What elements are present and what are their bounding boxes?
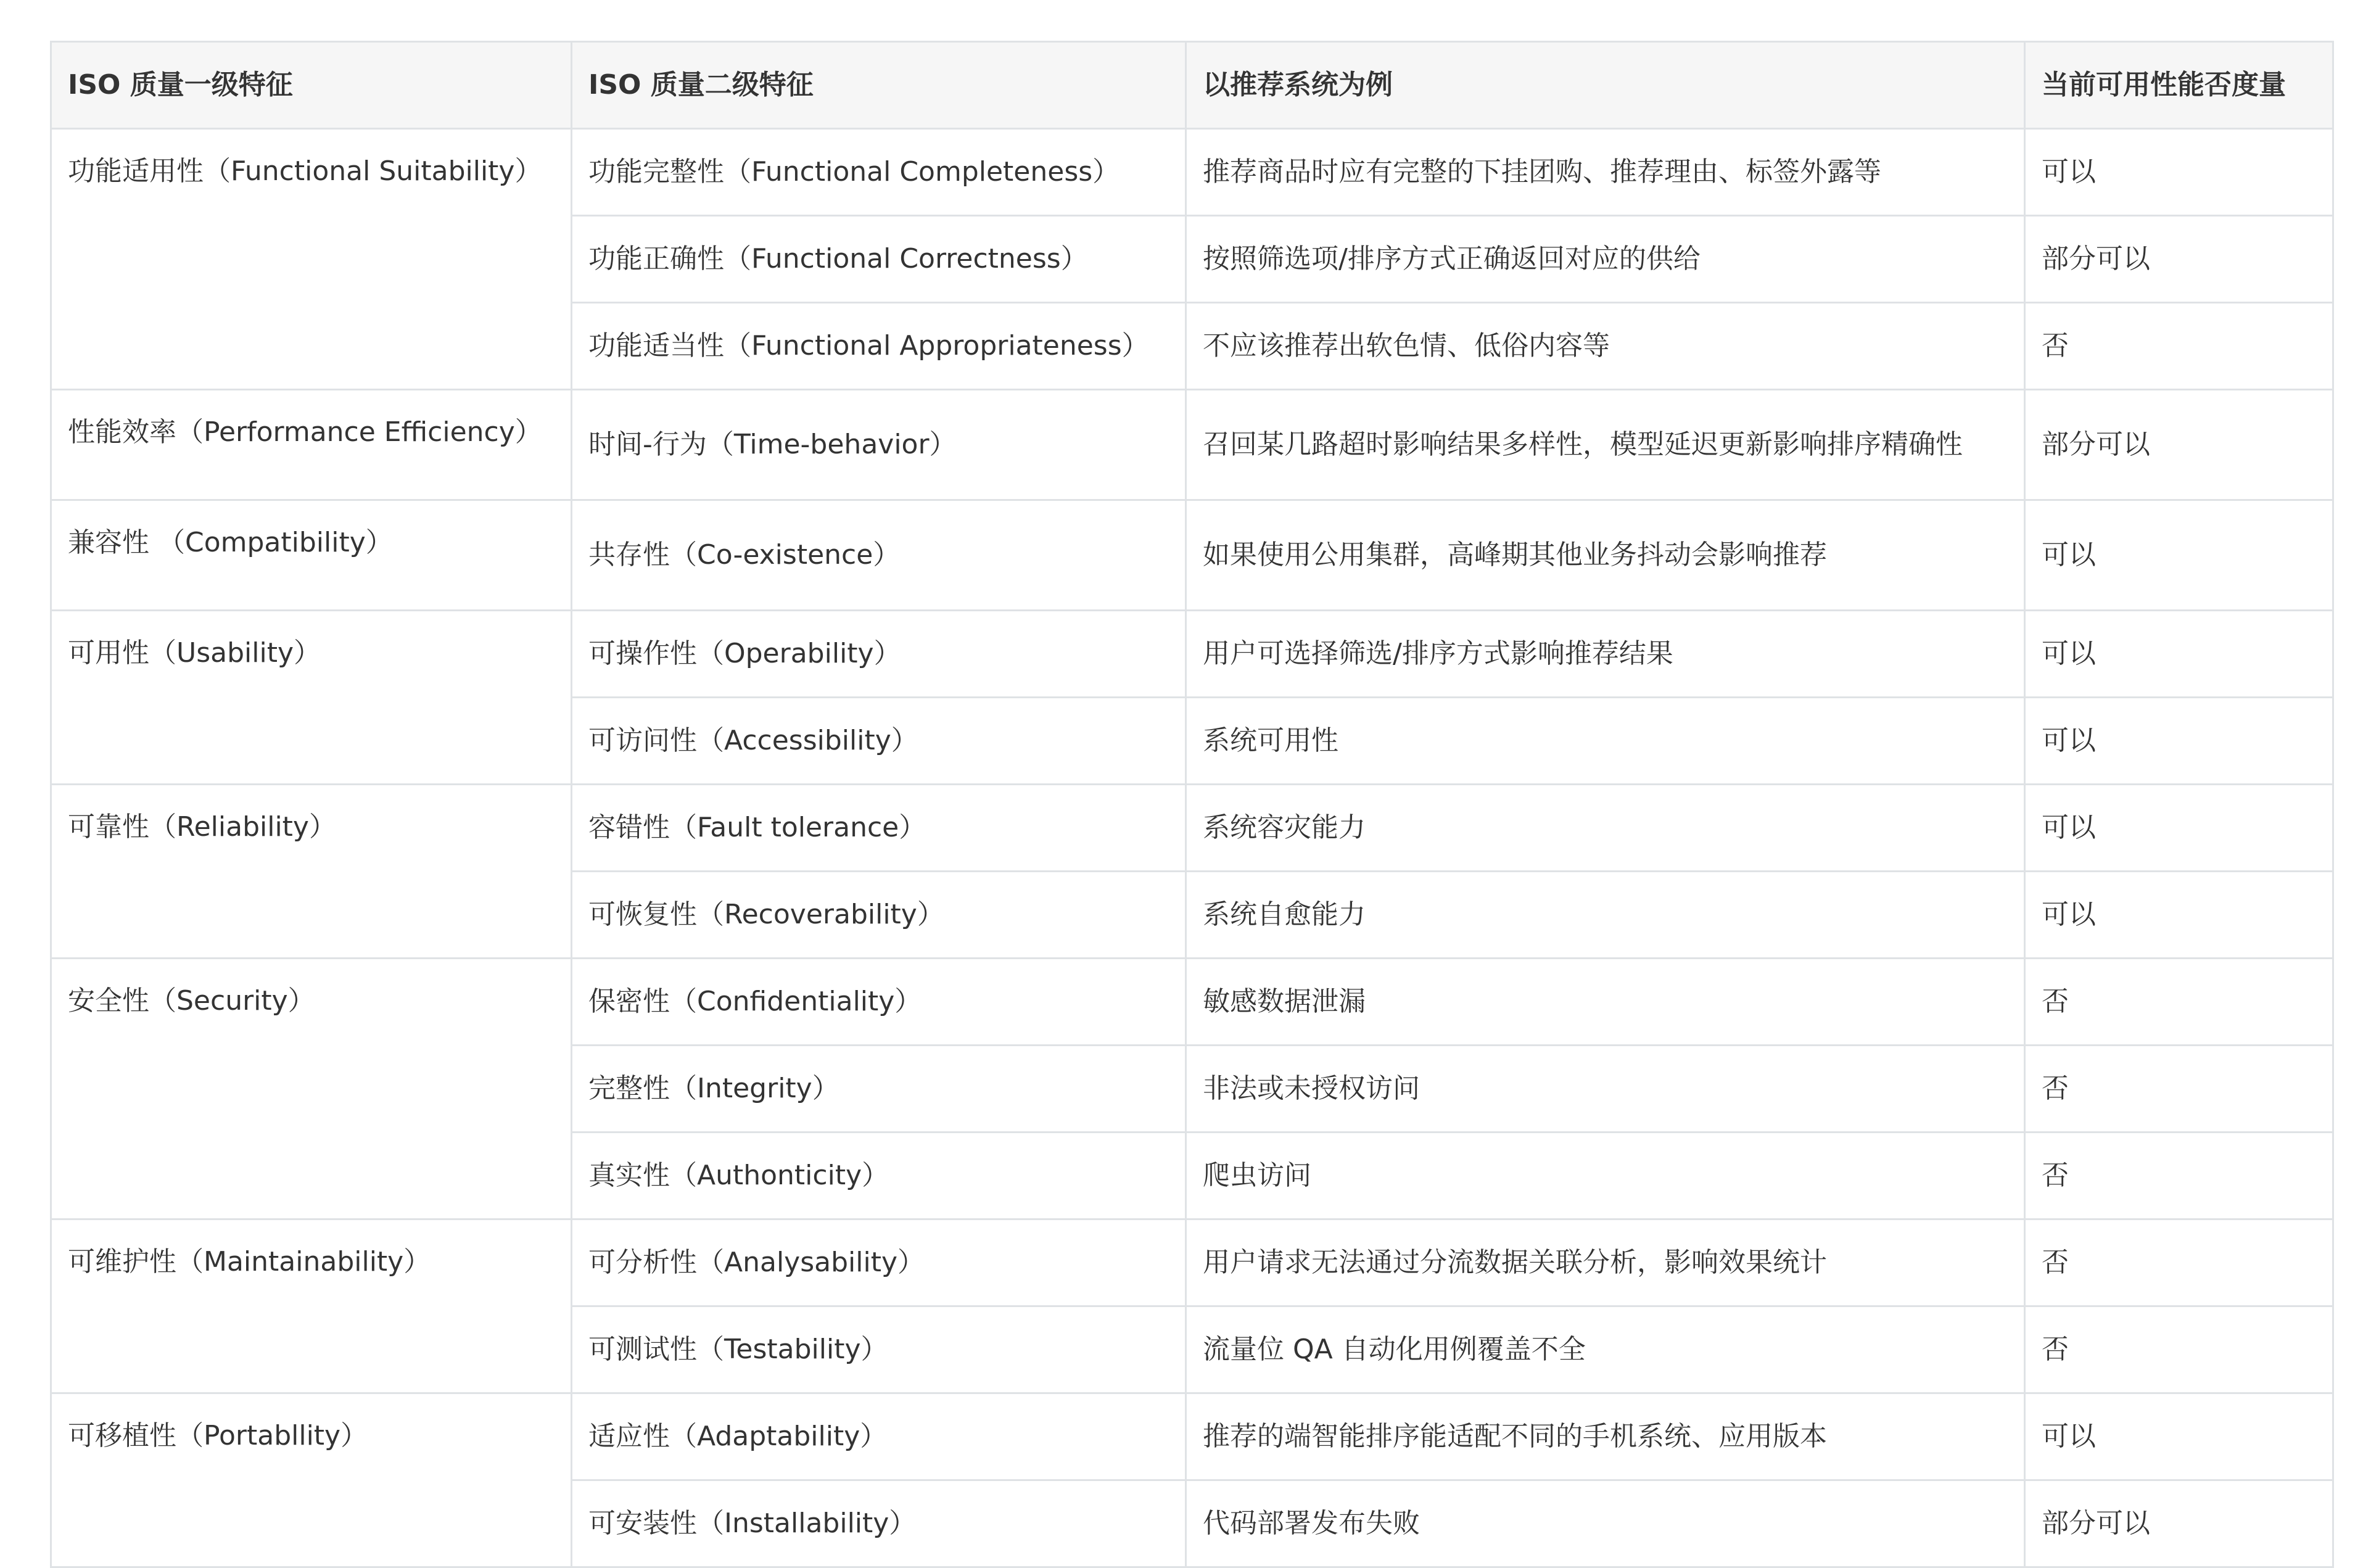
example-cell: 系统可用性: [1186, 698, 2025, 785]
level1-cell: 兼容性 （Compatibility）: [51, 500, 572, 611]
header-level2-characteristic: ISO 质量二级特征: [572, 42, 1186, 129]
measurable-cell: 否: [2025, 959, 2333, 1046]
table-body: [51, 129, 2333, 1567]
measurable-cell: 否: [2025, 1219, 2333, 1306]
example-cell: 流量位 QA 自动化用例覆盖不全: [1186, 1306, 2025, 1393]
level1-cell: 安全性（Security）: [51, 959, 572, 1219]
table-row: [51, 390, 2333, 500]
level2-cell: 功能适当性（Functional Appropriateness）: [572, 303, 1186, 390]
measurable-cell: 可以: [2025, 872, 2333, 959]
level2-cell: 可访问性（Accessibility）: [572, 698, 1186, 785]
table-row: [51, 611, 2333, 698]
level2-cell: 可恢复性（Recoverability）: [572, 872, 1186, 959]
measurable-cell: 否: [2025, 1306, 2333, 1393]
level1-cell: 性能效率（Performance Efficiency）: [51, 390, 572, 500]
measurable-cell: 可以: [2025, 698, 2333, 785]
level2-cell: 完整性（Integrity）: [572, 1046, 1186, 1133]
measurable-cell: 部分可以: [2025, 1480, 2333, 1567]
level2-cell: 共存性（Co-existence）: [572, 500, 1186, 611]
measurable-cell: 可以: [2025, 611, 2333, 698]
measurable-cell: 可以: [2025, 1393, 2333, 1480]
header-measurable: 当前可用性能否度量: [2025, 42, 2333, 129]
level2-cell: 功能完整性（Functional Completeness）: [572, 129, 1186, 216]
measurable-cell: 否: [2025, 1133, 2333, 1219]
example-cell: 非法或未授权访问: [1186, 1046, 2025, 1133]
measurable-cell: 否: [2025, 1046, 2333, 1133]
example-cell: 系统自愈能力: [1186, 872, 2025, 959]
example-cell: 推荐的端智能排序能适配不同的手机系统、应用版本: [1186, 1393, 2025, 1480]
example-cell: 代码部署发布失败: [1186, 1480, 2025, 1567]
table-row: [51, 1219, 2333, 1306]
table-row: [51, 500, 2333, 611]
example-cell: 用户可选择筛选/排序方式影响推荐结果: [1186, 611, 2025, 698]
table-row: [51, 129, 2333, 216]
iso-quality-table: [50, 41, 2334, 1568]
header-row: [51, 42, 2333, 129]
level2-cell: 真实性（Authonticity）: [572, 1133, 1186, 1219]
level2-cell: 保密性（Confidentiality）: [572, 959, 1186, 1046]
table-row: [51, 1393, 2333, 1480]
header-recommendation-example: 以推荐系统为例: [1186, 42, 2025, 129]
table-row: [51, 959, 2333, 1046]
example-cell: 敏感数据泄漏: [1186, 959, 2025, 1046]
level2-cell: 适应性（Adaptability）: [572, 1393, 1186, 1480]
example-cell: 用户请求无法通过分流数据关联分析，影响效果统计: [1186, 1219, 2025, 1306]
measurable-cell: 可以: [2025, 785, 2333, 872]
header-level1-characteristic: ISO 质量一级特征: [51, 42, 572, 129]
level2-cell: 时间-行为（Time-behavior）: [572, 390, 1186, 500]
level1-cell: 可维护性（Maintainability）: [51, 1219, 572, 1393]
example-cell: 不应该推荐出软色情、低俗内容等: [1186, 303, 2025, 390]
example-cell: 如果使用公用集群，高峰期其他业务抖动会影响推荐: [1186, 500, 2025, 611]
level2-cell: 可安装性（Installability）: [572, 1480, 1186, 1567]
measurable-cell: 可以: [2025, 129, 2333, 216]
table-header: [51, 42, 2333, 129]
measurable-cell: 可以: [2025, 500, 2333, 611]
level1-cell: 可移植性（Portabllity）: [51, 1393, 572, 1567]
iso-quality-table-container: [50, 41, 2332, 1568]
level2-cell: 可测试性（Testability）: [572, 1306, 1186, 1393]
level2-cell: 可操作性（Operability）: [572, 611, 1186, 698]
level2-cell: 可分析性（Analysability）: [572, 1219, 1186, 1306]
example-cell: 按照筛选项/排序方式正确返回对应的供给: [1186, 216, 2025, 303]
measurable-cell: 部分可以: [2025, 216, 2333, 303]
example-cell: 系统容灾能力: [1186, 785, 2025, 872]
level1-cell: 可用性（Usability）: [51, 611, 572, 785]
measurable-cell: 部分可以: [2025, 390, 2333, 500]
example-cell: 爬虫访问: [1186, 1133, 2025, 1219]
table-row: [51, 785, 2333, 872]
level2-cell: 容错性（Fault tolerance）: [572, 785, 1186, 872]
measurable-cell: 否: [2025, 303, 2333, 390]
level1-cell: 功能适用性（Functional Suitability）: [51, 129, 572, 390]
level1-cell: 可靠性（Reliability）: [51, 785, 572, 959]
example-cell: 推荐商品时应有完整的下挂团购、推荐理由、标签外露等: [1186, 129, 2025, 216]
level2-cell: 功能正确性（Functional Correctness）: [572, 216, 1186, 303]
example-cell: 召回某几路超时影响结果多样性，模型延迟更新影响排序精确性: [1186, 390, 2025, 500]
